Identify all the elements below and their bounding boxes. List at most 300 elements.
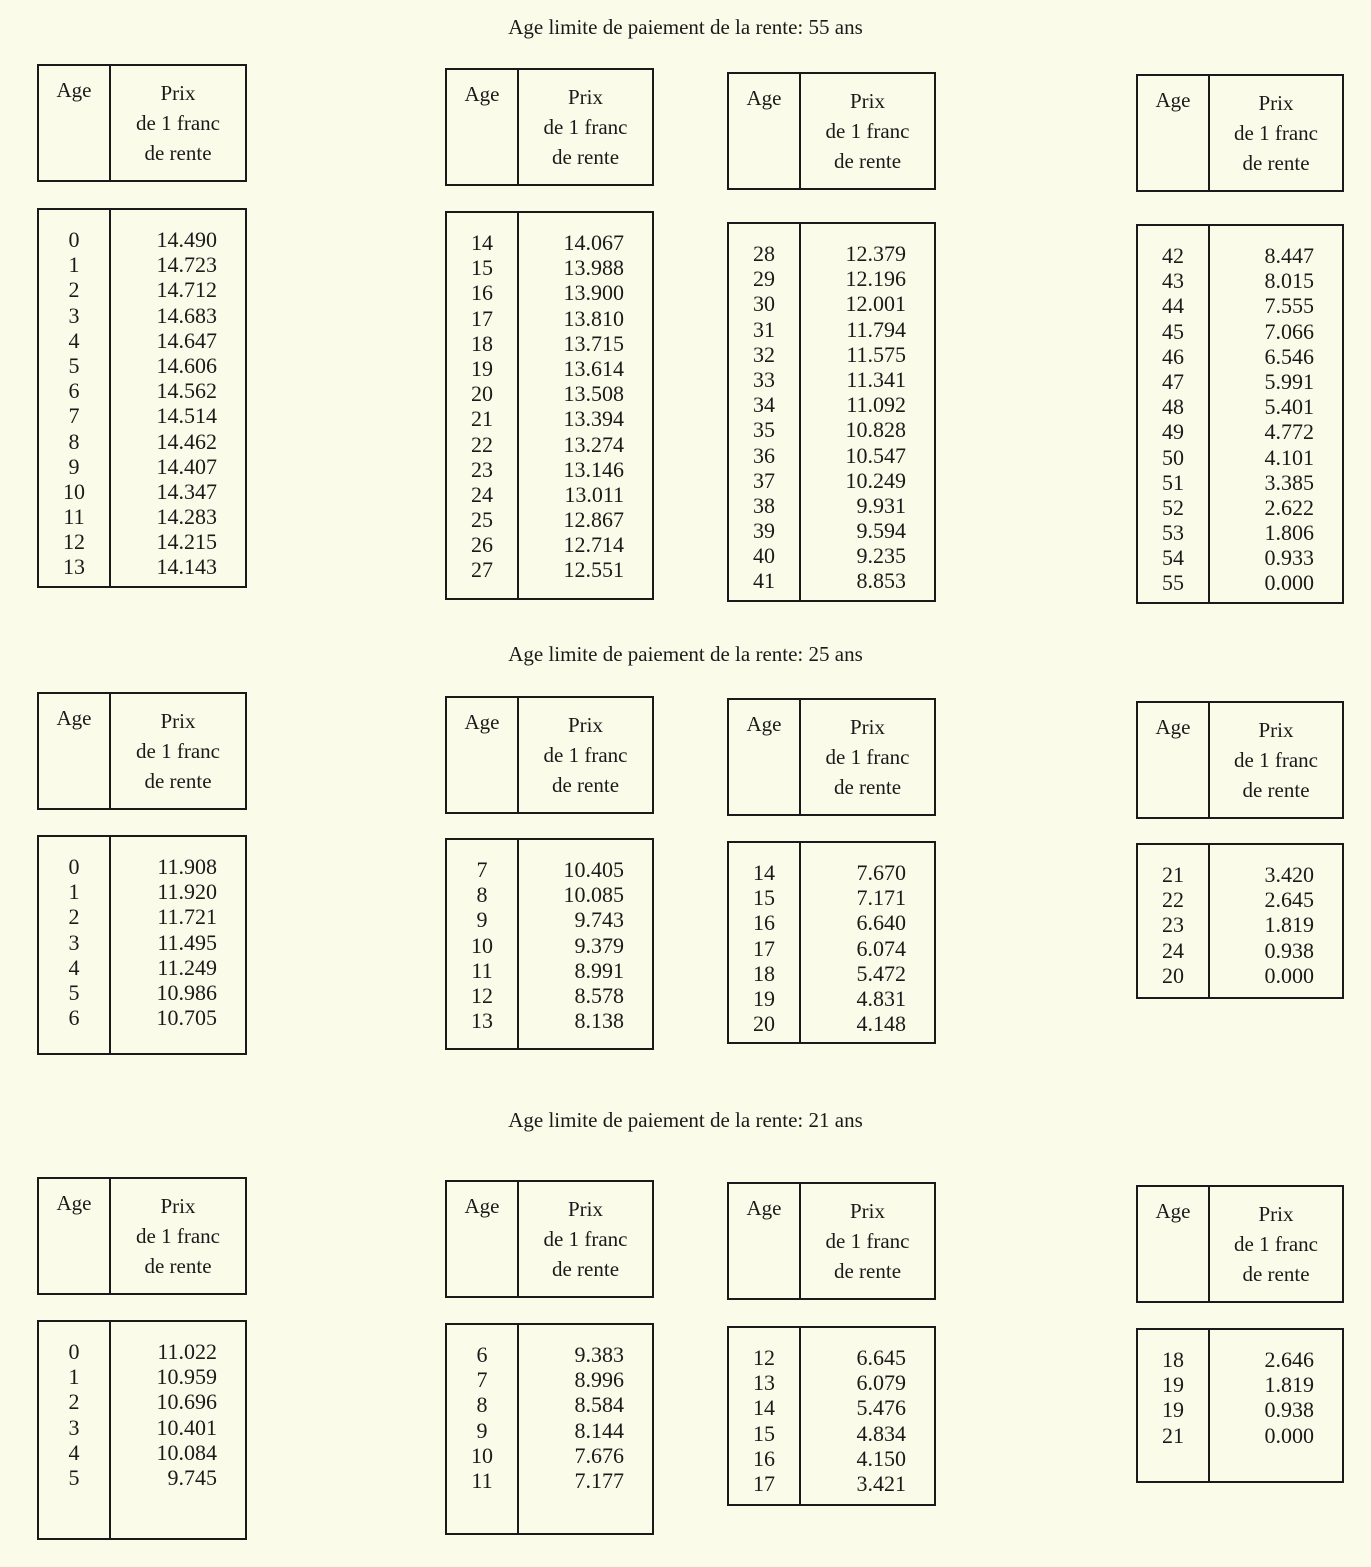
price-cell: 11.908 [157, 854, 217, 879]
header-prix-line: de rente [833, 149, 902, 173]
age-cell: 10 [63, 478, 85, 504]
table-body [727, 222, 936, 602]
age-cell: 53 [1162, 520, 1184, 546]
price-cell: 11.575 [846, 341, 906, 367]
price-cell: 0.938 [1264, 1397, 1314, 1423]
table-row [1138, 419, 1342, 444]
table-row [447, 557, 652, 582]
table-body [37, 835, 247, 1055]
age-cell: 50 [1162, 444, 1184, 470]
table-row [447, 331, 652, 356]
age-cell: 4 [68, 327, 80, 353]
age-cell: 14 [753, 1395, 775, 1421]
table-row [1138, 470, 1342, 495]
price-cell: 12.379 [845, 241, 906, 266]
price-cell: 4.150 [856, 1445, 906, 1471]
age-cell: 38 [753, 492, 775, 518]
header-prix [1210, 703, 1342, 817]
table-row [1138, 1347, 1342, 1372]
table-row [447, 482, 652, 507]
age-cell: 12 [753, 1345, 775, 1370]
table-row [39, 403, 245, 428]
header-prix-line: de 1 franc [1234, 748, 1318, 772]
age-cell: 8 [476, 1392, 488, 1418]
price-cell: 3.420 [1264, 862, 1314, 887]
price-cell: 7.177 [574, 1467, 624, 1493]
table-body [445, 838, 654, 1050]
section-title-25: Age limite de paiement de la rente: 25 ans [508, 642, 863, 666]
header-prix-line: Prix [567, 85, 603, 109]
table-row [1138, 243, 1342, 268]
age-cell: 47 [1162, 368, 1184, 394]
header-prix-line: Prix [160, 81, 196, 105]
age-cell: 5 [68, 1464, 80, 1490]
header-prix-line: Prix [849, 89, 885, 113]
table-row [729, 1011, 934, 1036]
header-prix-line: de rente [1242, 778, 1310, 802]
header-prix-line: Prix [567, 713, 603, 737]
age-cell: 18 [471, 330, 493, 356]
price-cell: 10.249 [845, 467, 906, 493]
table-row [447, 983, 652, 1008]
header-age: Age [447, 1182, 519, 1296]
header-prix-line: de rente [144, 1254, 212, 1278]
header-prix [111, 1179, 245, 1293]
price-cell: 6.079 [856, 1370, 906, 1396]
table-row [1138, 293, 1342, 318]
price-cell: 8.578 [574, 982, 624, 1008]
table-row [39, 554, 245, 579]
age-cell: 22 [1162, 887, 1184, 913]
age-cell: 24 [471, 481, 493, 507]
table-header [445, 696, 654, 814]
table-row [729, 1471, 934, 1496]
price-cell: 3.385 [1264, 469, 1314, 495]
price-cell: 14.283 [156, 504, 217, 530]
price-cell: 14.067 [563, 230, 624, 255]
price-cell: 14.683 [156, 302, 217, 328]
age-cell: 5 [68, 979, 80, 1005]
header-prix [519, 698, 652, 812]
table-body [37, 208, 247, 588]
price-cell: 8.584 [574, 1392, 624, 1418]
table-row [729, 543, 934, 568]
age-cell: 17 [753, 1470, 775, 1496]
age-cell: 52 [1162, 494, 1184, 520]
table-row [39, 529, 245, 554]
table-body [445, 1323, 654, 1535]
table-row [1138, 1423, 1342, 1448]
header-prix-line: de 1 franc [825, 119, 910, 143]
price-cell: 8.996 [574, 1367, 624, 1393]
age-cell: 8 [68, 428, 80, 454]
price-cell: 2.622 [1264, 494, 1314, 520]
price-cell: 9.745 [167, 1464, 217, 1490]
price-cell: 11.794 [846, 316, 906, 342]
table-row [447, 1392, 652, 1417]
table-row [447, 1008, 652, 1033]
price-cell: 0.000 [1264, 570, 1314, 596]
price-cell: 7.670 [856, 860, 906, 885]
age-cell: 10 [471, 1442, 493, 1468]
age-cell: 9 [476, 907, 488, 933]
header-prix-line: de rente [144, 769, 212, 793]
table-row [447, 306, 652, 331]
age-cell: 1 [68, 252, 80, 278]
table-row [729, 910, 934, 935]
price-cell: 14.712 [156, 277, 217, 303]
age-cell: 13 [63, 554, 85, 580]
header-prix-line: de rente [551, 1257, 620, 1281]
age-cell: 18 [753, 960, 775, 986]
header-prix-line: Prix [160, 1194, 196, 1218]
header-prix-line: de rente [1242, 151, 1310, 175]
table-body [1136, 1328, 1344, 1483]
price-cell: 8.144 [574, 1417, 624, 1443]
price-cell: 9.931 [856, 492, 906, 518]
header-prix-line: Prix [567, 1197, 603, 1221]
age-cell: 28 [753, 241, 775, 266]
price-cell: 4.831 [856, 985, 906, 1011]
header-prix-line: de rente [551, 773, 620, 797]
age-cell: 20 [753, 1011, 775, 1037]
table-row [1138, 319, 1342, 344]
table-row [1138, 887, 1342, 912]
age-cell: 31 [753, 316, 775, 342]
table-header [445, 1180, 654, 1298]
header-age: Age [729, 700, 801, 814]
age-cell: 26 [471, 532, 493, 558]
table-row [447, 255, 652, 280]
table-row [1138, 369, 1342, 394]
price-cell: 2.646 [1264, 1347, 1314, 1372]
age-cell: 27 [471, 557, 493, 583]
header-age: Age [447, 70, 519, 184]
price-cell: 0.000 [1264, 1422, 1314, 1448]
table-row [1138, 862, 1342, 887]
price-cell: 8.991 [574, 957, 624, 983]
header-age: Age [729, 74, 801, 188]
table-row [39, 879, 245, 904]
table-body [727, 841, 936, 1044]
price-cell: 11.920 [157, 879, 217, 905]
age-cell: 18 [1162, 1347, 1184, 1372]
age-cell: 16 [753, 910, 775, 936]
header-prix [519, 70, 652, 184]
table-row [729, 568, 934, 593]
price-cell: 13.715 [563, 330, 624, 356]
age-cell: 2 [68, 904, 80, 930]
table-row [39, 303, 245, 328]
price-cell: 14.490 [156, 227, 217, 252]
table-body [1136, 843, 1344, 999]
table-row [39, 854, 245, 879]
age-cell: 23 [471, 456, 493, 482]
table-row [39, 1339, 245, 1364]
header-age: Age [39, 1179, 111, 1293]
age-cell: 0 [68, 854, 80, 879]
price-cell: 9.379 [574, 932, 624, 958]
table-row [39, 277, 245, 302]
table-header [727, 698, 936, 816]
price-cell: 14.723 [156, 252, 217, 278]
table-row [39, 378, 245, 403]
age-cell: 11 [471, 1467, 493, 1493]
age-cell: 12 [63, 529, 85, 555]
age-cell: 21 [471, 406, 493, 432]
age-cell: 48 [1162, 394, 1184, 420]
header-prix-line: de 1 franc [136, 1224, 220, 1248]
table-row [447, 1443, 652, 1468]
age-cell: 21 [1162, 862, 1184, 887]
age-cell: 33 [753, 366, 775, 392]
header-prix-line: de rente [144, 141, 212, 165]
price-cell: 14.462 [156, 428, 217, 454]
table-header [37, 692, 247, 810]
table-row [729, 986, 934, 1011]
age-cell: 51 [1162, 469, 1184, 495]
table-header [727, 1182, 936, 1300]
price-cell: 4.101 [1264, 444, 1314, 470]
table-row [447, 907, 652, 932]
table-row [447, 857, 652, 882]
age-cell: 46 [1162, 343, 1184, 369]
table-row [1138, 963, 1342, 988]
table-row [39, 1440, 245, 1465]
price-cell: 14.143 [156, 554, 217, 580]
price-cell: 9.743 [574, 907, 624, 933]
table-row [39, 479, 245, 504]
table-row [729, 443, 934, 468]
price-cell: 5.472 [856, 960, 906, 986]
age-cell: 4 [68, 954, 80, 980]
header-prix [1210, 1187, 1342, 1301]
table-row [1138, 938, 1342, 963]
table-header [1136, 74, 1344, 192]
header-prix [801, 74, 934, 188]
age-cell: 11 [471, 957, 493, 983]
price-cell: 10.986 [156, 979, 217, 1005]
age-cell: 55 [1162, 570, 1184, 596]
table-row [447, 1342, 652, 1367]
table-row [39, 1415, 245, 1440]
header-prix-line: Prix [1258, 718, 1294, 742]
price-cell: 0.938 [1264, 937, 1314, 963]
price-cell: 10.405 [563, 857, 624, 882]
table-row [729, 885, 934, 910]
header-age: Age [1138, 76, 1210, 190]
age-cell: 0 [68, 227, 80, 252]
table-row [447, 958, 652, 983]
age-cell: 42 [1162, 243, 1184, 268]
price-cell: 10.959 [156, 1364, 217, 1390]
age-cell: 9 [68, 453, 80, 479]
header-prix-line: de 1 franc [1234, 121, 1318, 145]
table-row [729, 1370, 934, 1395]
price-cell: 10.828 [845, 417, 906, 443]
table-row [447, 532, 652, 557]
price-cell: 11.341 [846, 366, 906, 392]
price-cell: 4.772 [1264, 419, 1314, 445]
table-row [39, 454, 245, 479]
table-row [447, 1418, 652, 1443]
age-cell: 3 [68, 1414, 80, 1440]
price-cell: 14.562 [156, 378, 217, 404]
price-cell: 11.721 [157, 904, 217, 930]
price-cell: 13.614 [563, 355, 624, 381]
price-cell: 7.066 [1264, 318, 1314, 344]
header-age: Age [39, 66, 111, 180]
age-cell: 15 [753, 885, 775, 911]
table-row [447, 381, 652, 406]
age-cell: 21 [1162, 1422, 1184, 1448]
table-row [729, 1446, 934, 1471]
age-cell: 15 [753, 1420, 775, 1446]
price-cell: 8.138 [574, 1008, 624, 1034]
age-cell: 32 [753, 341, 775, 367]
table-header [1136, 1185, 1344, 1303]
age-cell: 43 [1162, 268, 1184, 294]
table-body [727, 1326, 936, 1506]
table-header [445, 68, 654, 186]
header-prix-line: Prix [1258, 91, 1294, 115]
age-cell: 2 [68, 277, 80, 303]
header-prix-line: Prix [160, 709, 196, 733]
header-age: Age [39, 694, 111, 808]
table-row [729, 392, 934, 417]
table-row [729, 936, 934, 961]
table-row [729, 291, 934, 316]
header-prix-line: de rente [833, 1259, 902, 1283]
price-cell: 13.274 [563, 431, 624, 457]
price-cell: 1.806 [1264, 520, 1314, 546]
price-cell: 0.000 [1264, 962, 1314, 988]
price-cell: 7.676 [574, 1442, 624, 1468]
price-cell: 14.647 [156, 327, 217, 353]
price-cell: 6.546 [1264, 343, 1314, 369]
price-cell: 11.249 [157, 954, 217, 980]
price-cell: 8.853 [856, 568, 906, 594]
price-cell: 12.867 [563, 507, 624, 533]
price-cell: 1.819 [1264, 912, 1314, 938]
age-cell: 1 [68, 879, 80, 905]
price-cell: 5.991 [1264, 368, 1314, 394]
age-cell: 9 [476, 1417, 488, 1443]
price-cell: 7.171 [856, 885, 906, 911]
age-cell: 35 [753, 417, 775, 443]
age-cell: 16 [753, 1445, 775, 1471]
table-row [447, 933, 652, 958]
header-prix-line: de 1 franc [136, 111, 220, 135]
table-row [729, 266, 934, 291]
age-cell: 14 [753, 860, 775, 885]
age-cell: 13 [753, 1370, 775, 1396]
age-cell: 37 [753, 467, 775, 493]
table-row [447, 507, 652, 532]
table-row [447, 457, 652, 482]
header-prix [519, 1182, 652, 1296]
table-row [1138, 1372, 1342, 1397]
age-cell: 41 [753, 568, 775, 594]
age-cell: 54 [1162, 545, 1184, 571]
age-cell: 36 [753, 442, 775, 468]
table-body [1136, 224, 1344, 604]
table-row [39, 955, 245, 980]
table-row [39, 353, 245, 378]
header-age: Age [447, 698, 519, 812]
age-cell: 0 [68, 1339, 80, 1364]
price-cell: 13.011 [564, 481, 624, 507]
section-title-21: Age limite de paiement de la rente: 21 ans [508, 1108, 863, 1132]
age-cell: 23 [1162, 912, 1184, 938]
price-cell: 12.001 [845, 291, 906, 317]
table-row [39, 980, 245, 1005]
price-cell: 4.148 [856, 1011, 906, 1037]
table-row [729, 342, 934, 367]
price-cell: 0.933 [1264, 545, 1314, 571]
age-cell: 34 [753, 392, 775, 418]
table-row [39, 328, 245, 353]
price-cell: 6.640 [856, 910, 906, 936]
table-row [1138, 394, 1342, 419]
table-row [39, 904, 245, 929]
age-cell: 49 [1162, 419, 1184, 445]
age-cell: 14 [471, 230, 493, 255]
age-cell: 44 [1162, 293, 1184, 319]
age-cell: 45 [1162, 318, 1184, 344]
table-row [729, 1345, 934, 1370]
age-cell: 24 [1162, 937, 1184, 963]
table-row [1138, 520, 1342, 545]
header-prix-line: de rente [551, 145, 620, 169]
header-prix-line: de rente [833, 775, 902, 799]
header-prix [111, 694, 245, 808]
table-row [729, 241, 934, 266]
price-cell: 9.594 [856, 518, 906, 544]
age-cell: 8 [476, 882, 488, 908]
age-cell: 20 [471, 381, 493, 407]
table-row [39, 504, 245, 529]
price-cell: 13.508 [563, 381, 624, 407]
age-cell: 7 [68, 403, 80, 429]
price-cell: 12.714 [563, 532, 624, 558]
age-cell: 16 [471, 280, 493, 306]
header-prix-line: de rente [1242, 1262, 1310, 1286]
header-prix [111, 66, 245, 180]
table-row [1138, 570, 1342, 595]
price-cell: 14.215 [156, 529, 217, 555]
table-row [447, 882, 652, 907]
table-row [39, 227, 245, 252]
age-cell: 17 [753, 935, 775, 961]
table-row [729, 417, 934, 442]
table-row [39, 429, 245, 454]
table-row [729, 860, 934, 885]
age-cell: 17 [471, 305, 493, 331]
price-cell: 14.347 [156, 478, 217, 504]
age-cell: 2 [68, 1389, 80, 1415]
price-cell: 10.696 [156, 1389, 217, 1415]
age-cell: 19 [471, 355, 493, 381]
price-cell: 5.476 [856, 1395, 906, 1421]
price-cell: 4.834 [856, 1420, 906, 1446]
price-cell: 10.084 [156, 1439, 217, 1465]
header-prix-line: Prix [849, 1199, 885, 1223]
price-cell: 10.085 [563, 882, 624, 908]
table-row [447, 1367, 652, 1392]
age-cell: 7 [476, 857, 488, 882]
header-prix-line: de 1 franc [543, 115, 628, 139]
